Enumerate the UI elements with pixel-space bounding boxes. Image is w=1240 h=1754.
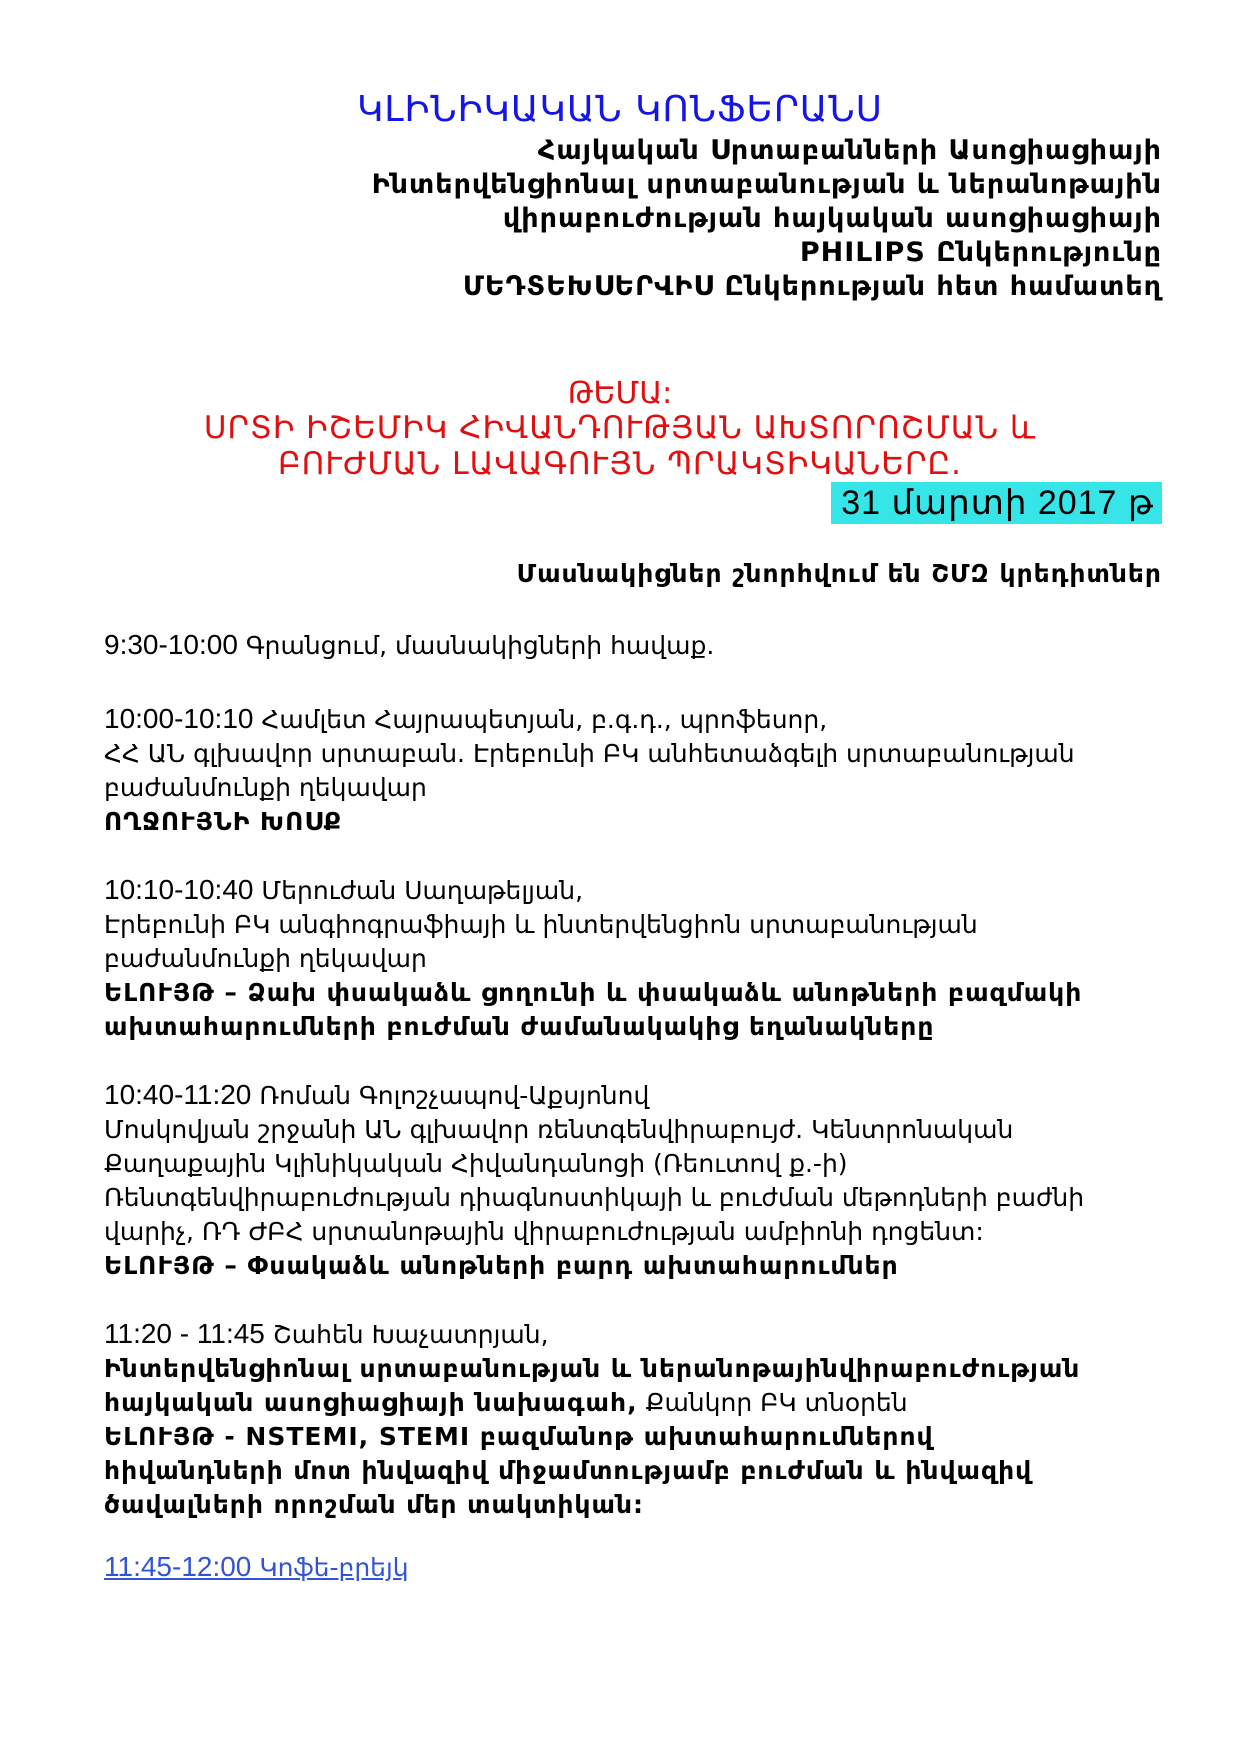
topic-line: ՍՐՏԻ ԻՇԵՄԻԿ ՀԻՎԱՆԴՈՒԹՅԱՆ ԱԽՏՈՐՈՇՄԱՆ և: [203, 410, 1037, 446]
speaker-name: Համլետ Հայրապետյան, բ.գ.դ., պրոֆեսոր,: [261, 705, 828, 734]
schedule-text: Գրանցում, մասնակիցների հավաք.: [245, 631, 715, 660]
credits-note: Մասնակիցներ շնորհվում են ՇՄԶ կրեդիտներ: [516, 559, 1162, 588]
schedule-item: [104, 1078, 1184, 1283]
talk-title: ՈՂՋՈՒՅՆԻ ԽՈՍՔ: [104, 807, 343, 836]
talk-title: հիվանդների մոտ ինվազիվ միջամտությամբ բուժման և ինվազիվ: [104, 1456, 1033, 1485]
coffee-break[interactable]: [104, 1550, 1184, 1585]
organizer-line: PHILIPS Ընկերությունը: [799, 237, 1162, 268]
schedule-time: 11:20 - 11:45: [104, 1318, 265, 1349]
talk-title: ախտահարումների բուժման ժամանակակից եղանակները: [104, 1012, 935, 1041]
schedule-item: [104, 1317, 1184, 1522]
schedule-time: 9:30-10:00: [104, 629, 238, 660]
speaker-name: Ռոման Գոլոշչապով-Աքսյոնով: [259, 1081, 650, 1110]
organizer-line: վիրաբուժության հայկական ասոցիացիայի: [502, 203, 1162, 234]
talk-title: ԵԼՈՒՅԹ – Ձախ փսակաձև ցողունի և փսակաձև անոթների բազմակի: [104, 978, 1083, 1007]
schedule-time: 10:40-11:20: [104, 1079, 252, 1110]
schedule-time: 10:10-10:40: [104, 874, 254, 905]
speaker-role: Էրեբունի ԲԿ անգիոգրաֆիայի և ինտերվենցիոն սրտաբանության: [104, 910, 978, 939]
organizer-line: Հայկական Սրտաբանների Ասոցիացիայի: [537, 135, 1162, 166]
speaker-role: Մոսկովյան շրջանի ԱՆ գլխավոր ռենտգենվիրաբույժ. Կենտրոնական: [104, 1115, 1014, 1144]
speaker-role: Քանկոր ԲԿ տնօրեն: [637, 1388, 908, 1417]
speaker-role: բաժանմունքի ղեկավար: [104, 773, 427, 802]
speaker-role: բաժանմունքի ղեկավար: [104, 944, 427, 973]
conference-title: ԿԼԻՆԻԿԱԿԱՆ ԿՈՆՖԵՐԱՆՍ: [357, 89, 883, 130]
speaker-role: Ռենտգենվիրաբուժության դիագնոստիկայի և բուժման մեթոդների բաժնի: [104, 1183, 1085, 1212]
talk-title: ծավալների որոշման մեր տակտիկան:: [104, 1490, 645, 1519]
topic-line: ԲՈՒԺՄԱՆ ԼԱՎԱԳՈՒՅՆ ՊՐԱԿՏԻԿԱՆԵՐԸ.: [277, 446, 963, 482]
break-label[interactable]: Կոֆե-բրեյկ: [259, 1553, 409, 1582]
organizers-block: [372, 134, 1162, 304]
schedule-item: [104, 628, 1184, 663]
break-time[interactable]: 11:45-12:00: [104, 1551, 252, 1582]
schedule-item: [104, 873, 1184, 1044]
talk-title: ԵԼՈՒՅԹ – Փսակաձև անոթների բարդ ախտահարումներ: [104, 1251, 899, 1280]
schedule-time: 10:00-10:10: [104, 703, 254, 734]
speaker-role: հայկական ասոցիացիայի նախագահ,: [104, 1388, 638, 1417]
speaker-role: Ինտերվենցիոնալ սրտաբանության և ներանոթայինվիրաբուժության: [104, 1354, 1081, 1383]
topic-label: ԹԵՄԱ:: [567, 376, 673, 411]
speaker-name: Շահեն Խաչատրյան,: [272, 1320, 549, 1349]
organizer-line: Ինտերվենցիոնալ սրտաբանության և ներանոթային: [371, 169, 1162, 200]
talk-title: ԵԼՈՒՅԹ - NSTEMI, STEMI բազմանոթ ախտահարումներով: [104, 1422, 934, 1451]
organizer-line: ՄԵԴՏԵԽՍԵՐՎԻՍ Ընկերության հետ համատեղ: [462, 271, 1162, 302]
topic-title: [0, 410, 1240, 482]
schedule-item: [104, 702, 1184, 839]
speaker-name: Մերուժան Սաղաթելյան,: [261, 876, 584, 905]
speaker-role: Քաղաքային Կլինիկական Հիվանդանոցի (Ռեուտով ք.-ի): [104, 1149, 848, 1178]
speaker-role: վարիչ, ՌԴ ԺԲՀ սրտանոթային վիրաբուժության ամբիոնի դոցենտ:: [104, 1217, 984, 1246]
speaker-role: ՀՀ ԱՆ գլխավոր սրտաբան. Էրեբունի ԲԿ անհետաձգելի սրտաբանության: [104, 739, 1075, 768]
conference-date: 31 մարտի 2017 թ: [831, 482, 1162, 524]
